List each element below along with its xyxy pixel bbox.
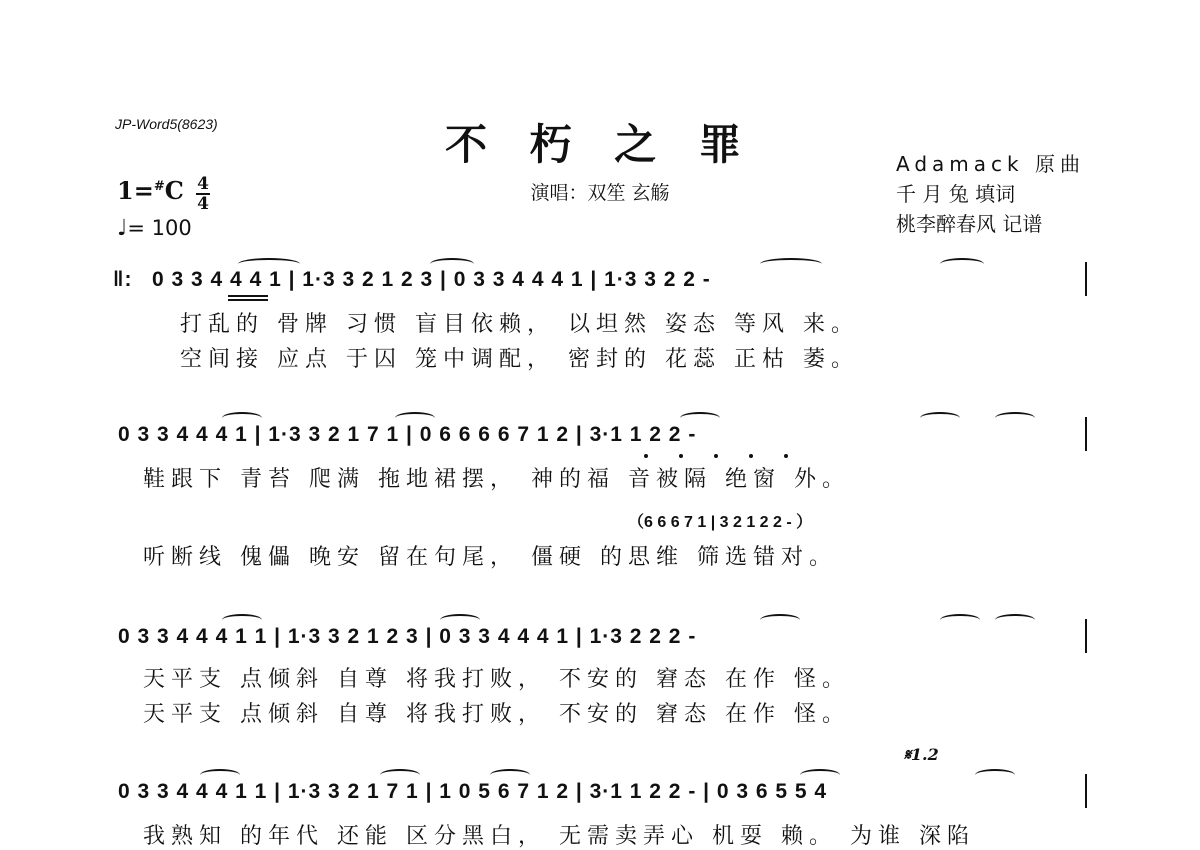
slur (200, 769, 240, 781)
notes-line-3: 0 3 3 4 4 4 1 1 | 1·3 3 2 1 2 3 | 0 3 3 4 4 4 1 | 1·3 2 2 2 - (118, 625, 697, 648)
slur (490, 769, 530, 781)
composer-credit: Adamack 原曲 (896, 152, 1085, 176)
barline (1085, 619, 1087, 653)
slur (380, 769, 420, 781)
low-octave-dot (749, 454, 753, 458)
interlude-notes: （6 6 6 7 1 | 3 2 1 2 2 - ） (628, 514, 813, 531)
time-signature: 4 4 (197, 174, 209, 214)
lyrics-line-2a: 鞋跟下 青苔 爬满 拖地裙摆， 神的福 音被隔 绝窗 外。 (143, 467, 850, 492)
lyrics-line-3a: 天平支 点倾斜 自尊 将我打败， 不安的 窘态 在作 怪。 (143, 667, 850, 692)
low-octave-dot (644, 454, 648, 458)
slur (430, 258, 474, 270)
slur (975, 769, 1015, 781)
low-octave-dot (679, 454, 683, 458)
notes-line-2: 0 3 3 4 4 4 1 | 1·3 3 2 1 7 1 | 0 6 6 6 6 7 1 2 | 3·1 1 2 2 - (118, 423, 697, 446)
repeat-start: ‖: (113, 268, 133, 291)
slur (760, 258, 822, 270)
underline (228, 295, 268, 297)
lyrics-line-2b: 听断线 傀儡 晚安 留在句尾， 僵硬 的思维 筛选错对。 (143, 545, 837, 570)
slur (222, 412, 262, 424)
slur (940, 258, 984, 270)
transcriber-credit: 桃李醉春风 记谱 (896, 212, 1043, 236)
lyrics-line-4a: 我熟知 的年代 还能 区分黑白， 无需卖弄心 机耍 赖。 为谁 深陷 (143, 824, 975, 849)
slur (440, 614, 480, 626)
lyrics-line-1b: 空间接 应点 于囚 笼中调配， 密封的 花蕊 正枯 萎。 (180, 347, 859, 372)
lyrics-line-3b: 天平支 点倾斜 自尊 将我打败， 不安的 窘态 在作 怪。 (143, 702, 850, 727)
song-title: 不 朽 之 罪 (445, 120, 755, 169)
slur (920, 412, 960, 424)
low-octave-dot (784, 454, 788, 458)
segno-mark: 𝄋1.2 (904, 745, 939, 764)
barline (1085, 262, 1087, 296)
slur (800, 769, 840, 781)
lyrics-line-1a: 打乱的 骨牌 习惯 盲目依赖， 以坦然 姿态 等风 来。 (180, 312, 859, 337)
slur (995, 614, 1035, 626)
slur (995, 412, 1035, 424)
slur (940, 614, 980, 626)
barline (1085, 774, 1087, 808)
tempo-marking: ♩= 100 (117, 216, 192, 241)
software-stamp: JP-Word5(8623) (115, 116, 218, 132)
low-octave-dot (714, 454, 718, 458)
notes-line-1: 0 3 3 4 4 4 1 | 1·3 3 2 1 2 3 | 0 3 3 4 4 4 1 | 1·3 3 2 2 - (152, 268, 711, 291)
slur (680, 412, 720, 424)
slur (238, 258, 300, 270)
notes-line-4: 0 3 3 4 4 4 1 1 | 1·3 3 2 1 7 1 | 1 0 5 6 7 1 2 | 3·1 1 2 2 - | 0 3 6 5 5 4 (118, 780, 828, 803)
lyricist-credit: 千 月 兔 填词 (896, 182, 1016, 206)
slur (760, 614, 800, 626)
barline (1085, 417, 1087, 451)
singer-credit: 演唱：双笙 玄觞 (530, 182, 670, 204)
underline (228, 299, 268, 301)
slur (395, 412, 435, 424)
slur (222, 614, 262, 626)
key-signature: 1=#C (117, 176, 184, 205)
